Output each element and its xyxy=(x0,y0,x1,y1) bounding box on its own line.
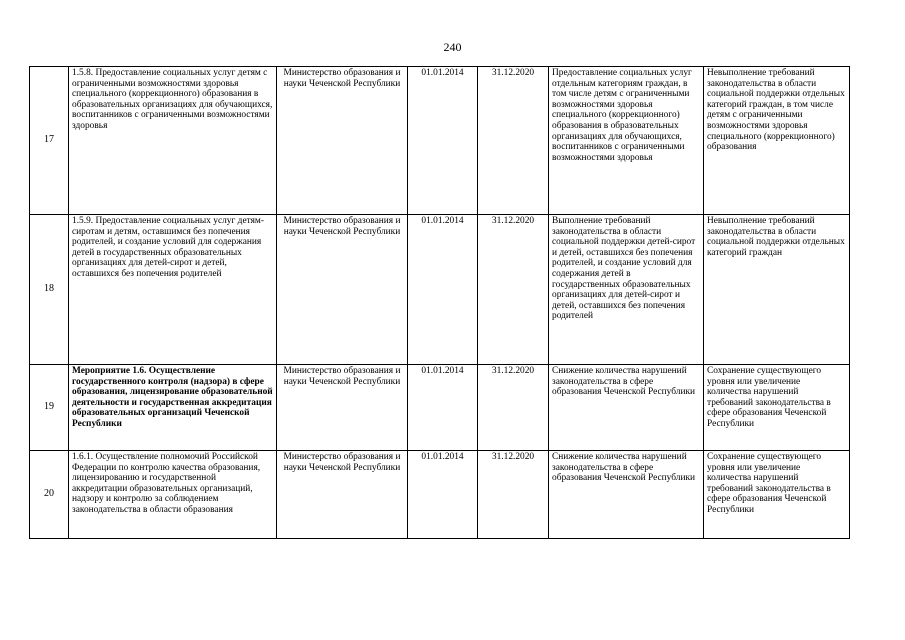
measure-cell: 1.6.1. Осуществление полномочий Российской Федерации по контролю качества образования, лицензированию и государственной аккредитации образовательных организаций, надзору и контролю за соблюдением законодательства в области образования xyxy=(69,451,277,539)
executor-cell: Министерство образования и науки Чеченской Республики xyxy=(277,365,408,451)
program-measures-table xyxy=(29,66,850,539)
consequence-cell: Сохранение существующего уровня или увеличение количества нарушений требований законодательства в сфере образования Чеченской Республики xyxy=(704,365,850,451)
result-cell: Снижение количества нарушений законодательства в сфере образования Чеченской Республики xyxy=(549,451,704,539)
executor-cell: Министерство образования и науки Чеченской Республики xyxy=(277,67,408,215)
row-number: 18 xyxy=(30,215,69,365)
measure-cell: 1.5.9. Предоставление социальных услуг детям-сиротам и детям, оставшимся без попечения родителей, и создание условий для содержания детей в государственных образовательных организациях для детей-сирот и детей, оставшихся без попечения родителей xyxy=(69,215,277,365)
end-date-cell: 31.12.2020 xyxy=(478,215,549,365)
table-row xyxy=(30,215,850,365)
measure-cell: Мероприятие 1.6. Осуществление государственного контроля (надзора) в сфере образования, лицензирование образовательной деятельности и государственная аккредитация образовательных организаций Чеченской Республики xyxy=(69,365,277,451)
start-date-cell: 01.01.2014 xyxy=(408,365,478,451)
table-row xyxy=(30,365,850,451)
end-date-cell: 31.12.2020 xyxy=(478,365,549,451)
executor-cell: Министерство образования и науки Чеченской Республики xyxy=(277,451,408,539)
page-number: 240 xyxy=(443,40,462,54)
start-date-cell: 01.01.2014 xyxy=(408,215,478,365)
consequence-cell: Сохранение существующего уровня или увеличение количества нарушений требований законодательства в сфере образования Чеченской Республики xyxy=(704,451,850,539)
result-cell: Предоставление социальных услуг отдельным категориям граждан, в том числе детям с ограниченными возможностями здоровья специального (коррекционного) образования в образовательных организациях для обучающихся, воспитанников с ограниченными возможностями здоровья xyxy=(549,67,704,215)
result-cell: Выполнение требований законодательства в области социальной поддержки детей-сирот и детей, оставшихся без попечения родителей, и создание условий для содержания детей в государственных образовательных организациях для детей-сирот и детей, оставшихся без попечения родителей xyxy=(549,215,704,365)
start-date-cell: 01.01.2014 xyxy=(408,451,478,539)
measure-cell: 1.5.8. Предоставление социальных услуг детям с ограниченными возможностями здоровья специального (коррекционного) образования в образовательных организациях для обучающихся, воспитанников с ограниченными возможностями здоровья xyxy=(69,67,277,215)
row-number: 19 xyxy=(30,365,69,451)
executor-cell: Министерство образования и науки Чеченской Республики xyxy=(277,215,408,365)
end-date-cell: 31.12.2020 xyxy=(478,451,549,539)
table-row xyxy=(30,67,850,215)
row-number: 17 xyxy=(30,67,69,215)
table-row xyxy=(30,451,850,539)
result-cell: Снижение количества нарушений законодательства в сфере образования Чеченской Республики xyxy=(549,365,704,451)
consequence-cell: Невыполнение требований законодательства в области социальной поддержки отдельных категорий граждан, в том числе детям с ограниченными возможностями здоровья специального (коррекционного) образования xyxy=(704,67,850,215)
consequence-cell: Невыполнение требований законодательства в области социальной поддержки отдельных категорий граждан xyxy=(704,215,850,365)
end-date-cell: 31.12.2020 xyxy=(478,67,549,215)
row-number: 20 xyxy=(30,451,69,539)
start-date-cell: 01.01.2014 xyxy=(408,67,478,215)
